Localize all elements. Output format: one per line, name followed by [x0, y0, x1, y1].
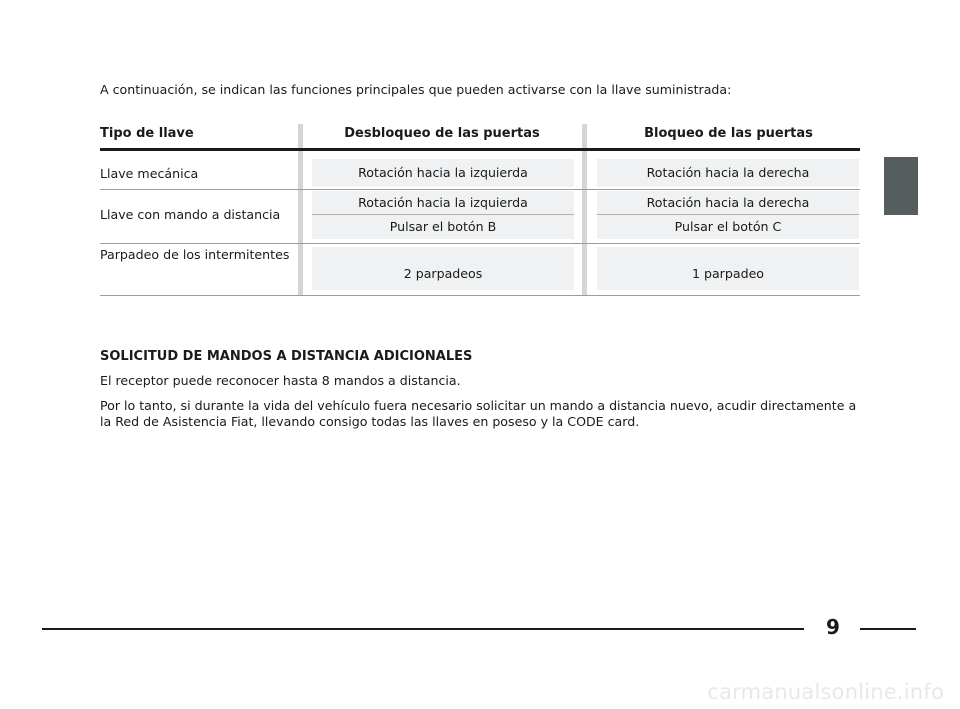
row-divider — [100, 189, 860, 190]
row-key-type: Parpadeo de los intermitentes — [100, 247, 290, 262]
paragraph: El receptor puede reconocer hasta 8 mandos a distancia. — [100, 373, 461, 388]
footer-rule — [42, 628, 804, 630]
paragraph: Por lo tanto, si durante la vida del vehículo fuera necesario solicitar un mando a distancia nuevo, acudir directamente a la Red de Asistencia Fiat, llevando consigo todas las llaves en poseso y la CODE card. — [100, 398, 857, 429]
lock-cell: Pulsar el botón C — [597, 215, 859, 239]
header-unlock: Desbloqueo de las puertas — [344, 126, 540, 141]
header-lock: Bloqueo de las puertas — [644, 126, 813, 141]
unlock-cell-group — [312, 191, 574, 239]
footer-rule — [860, 628, 916, 630]
unlock-cell: Rotación hacia la izquierda — [312, 191, 574, 215]
header-key-type: Tipo de llave — [100, 126, 194, 141]
row-key-type: Llave con mando a distancia — [100, 207, 281, 222]
unlock-cell: Pulsar el botón B — [312, 215, 574, 239]
key-functions-table — [100, 120, 860, 300]
lock-cell: Rotación hacia la derecha — [597, 191, 859, 215]
lock-cell: 1 parpadeo — [597, 247, 859, 290]
unlock-cell: 2 parpadeos — [312, 247, 574, 290]
page-number: 9 — [826, 615, 840, 639]
row-divider — [100, 295, 860, 296]
row-divider — [100, 243, 860, 244]
header-rule — [100, 148, 860, 151]
row-key-type: Llave mecánica — [100, 166, 199, 181]
lock-cell: Rotación hacia la derecha — [597, 159, 859, 187]
watermark: carmanualsonline.info — [707, 680, 944, 704]
section-tab-marker — [884, 157, 918, 215]
intro-text: A continuación, se indican las funciones principales que pueden activarse con la llave suministrada: — [100, 82, 732, 97]
lock-cell-group — [597, 191, 859, 239]
unlock-cell: Rotación hacia la izquierda — [312, 159, 574, 187]
section-title: SOLICITUD DE MANDOS A DISTANCIA ADICIONALES — [100, 349, 473, 364]
